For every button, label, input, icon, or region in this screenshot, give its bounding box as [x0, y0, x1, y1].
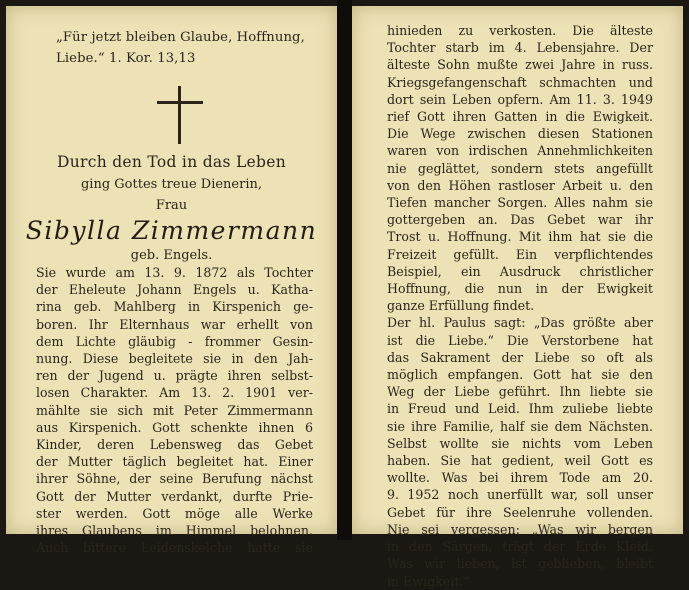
- text-line: rina geb. Mahlberg in Kirspenich ge-: [36, 299, 313, 315]
- text-line: von den Höhen rastloser Arbeit u. den: [387, 177, 653, 193]
- text-line: Hoffnung, die nun in der Ewigkeit: [387, 281, 653, 297]
- text-line: ist die Liebe.“ Die Verstorbene hat: [387, 332, 653, 348]
- subtitle-dienerin: ging Gottes treue Dienerin,: [80, 177, 262, 192]
- text-line: nung. Diese begleitete sie in den Jah-: [36, 351, 313, 367]
- text-line: ganze Erfüllung findet.: [387, 298, 535, 314]
- text-line: Gebet für ihre Seelenruhe vollenden.: [387, 504, 653, 520]
- text-line: nie geglättet, sondern stets angefüllt: [387, 160, 653, 176]
- text-line: 9. 1952 noch unerfüllt war, soll unser: [387, 487, 653, 503]
- text-line: Tochter starb im 4. Lebensjahre. Der: [387, 40, 653, 56]
- text-line: ihrer Söhne, der seine Berufung nächst: [36, 471, 313, 487]
- text-line: sie ihre Familie, half sie dem Nächsten.: [387, 418, 653, 434]
- text-line: Weg der Liebe geführt. Ihn liebte sie: [387, 384, 653, 400]
- text-line: waren von irdischen Annehmlichkeiten: [387, 143, 653, 159]
- text-line: Auch bittere Leidenskelche hatte sie: [36, 540, 313, 556]
- text-line: ster werden. Gott möge alle Werke: [36, 505, 313, 521]
- text-line: hinieden zu verkosten. Die älteste: [387, 23, 653, 38]
- text-line: der Mutter täglich begleitet hat. Einer: [36, 454, 313, 470]
- text-line: Die Wege zwischen diesen Stationen: [387, 126, 653, 142]
- cross-icon: [157, 86, 203, 144]
- text-line: Trost u. Hoffnung. Mit ihm hat sie die: [387, 229, 653, 245]
- text-line: in Freud und Leid. Ihm zuliebe liebte: [387, 401, 653, 417]
- text-line: Selbst wollte sie nichts vom Leben: [387, 435, 653, 451]
- text-line: boren. Ihr Elternhaus war erhellt von: [36, 316, 313, 332]
- text-line: Sie wurde am 13. 9. 1872 als Tochter: [36, 265, 313, 280]
- text-line: Was wir lieben, ist geblieben, bleibt: [387, 556, 653, 572]
- text-line: mählte sie sich mit Peter Zimmermann: [36, 402, 313, 418]
- biography-text-left: [36, 264, 313, 556]
- text-line: ihres Glaubens im Himmel belohnen.: [36, 523, 313, 539]
- text-line: haben. Sie hat gedient, weil Gott es: [387, 453, 653, 469]
- right-page: [352, 6, 683, 589]
- text-line: Freizeit gefüllt. Ein verpflichtendes: [387, 246, 653, 262]
- text-line: gottergeben an. Das Gebet war ihr: [387, 212, 653, 228]
- text-line: wollte. Was bei ihrem Tode am 20.: [387, 470, 653, 486]
- subtitle-frau: Frau: [155, 198, 188, 213]
- deceased-name: Sibylla Zimmermann: [25, 216, 318, 245]
- left-page: [6, 6, 337, 556]
- text-line: möglich empfangen. Gott hat sie den: [387, 367, 653, 383]
- text-line: losen Charakter. Am 13. 2. 1901 ver-: [36, 385, 313, 401]
- bible-quote: „Für jetzt bleiben Glaube, Hoffnung, Liebe.“ 1. Kor. 13,13: [56, 30, 305, 66]
- text-line: dem Lichte gläubig - frommer Gesin-: [36, 333, 313, 349]
- text-line: Nie sei vergessen: „Was wir bergen: [387, 521, 653, 537]
- text-line: dort sein Leben opfern. Am 11. 3. 1949: [387, 91, 653, 107]
- text-line: in Ewigkeit.“: [387, 573, 470, 589]
- text-line: aus Kirspenich. Gott schenkte ihnen 6: [36, 419, 313, 435]
- text-line: in den Särgen, trägt der Erde Kleid.: [387, 539, 653, 555]
- text-line: Beispiel, ein Ausdruck christlicher: [387, 263, 653, 279]
- text-line: ren der Jugend u. prägte ihren selbst-: [36, 368, 313, 384]
- text-line: Kinder, deren Lebensweg das Gebet: [36, 437, 313, 453]
- text-line: älteste Sohn mußte zwei Jahre in russ.: [387, 57, 653, 73]
- text-line: der Eheleute Johann Engels u. Katha-: [36, 282, 313, 298]
- maiden-name: geb. Engels.: [130, 248, 213, 263]
- text-line: rief Gott ihren Gatten in die Ewigkeit.: [387, 109, 653, 125]
- text-line: Der hl. Paulus sagt: „Das größte aber: [387, 315, 653, 331]
- biography-text-right: [387, 22, 653, 590]
- text-line: Kriegsgefangenschaft schmachten und: [387, 74, 653, 90]
- card-fold: [337, 0, 352, 540]
- text-line: Gott der Mutter verdankt, durfte Prie-: [36, 488, 313, 504]
- text-line: das Sakrament der Liebe so oft als: [387, 349, 653, 365]
- text-line: Tiefen mancher Sorgen. Alles nahm sie: [387, 195, 653, 211]
- heading: Durch den Tod in das Leben: [57, 153, 286, 171]
